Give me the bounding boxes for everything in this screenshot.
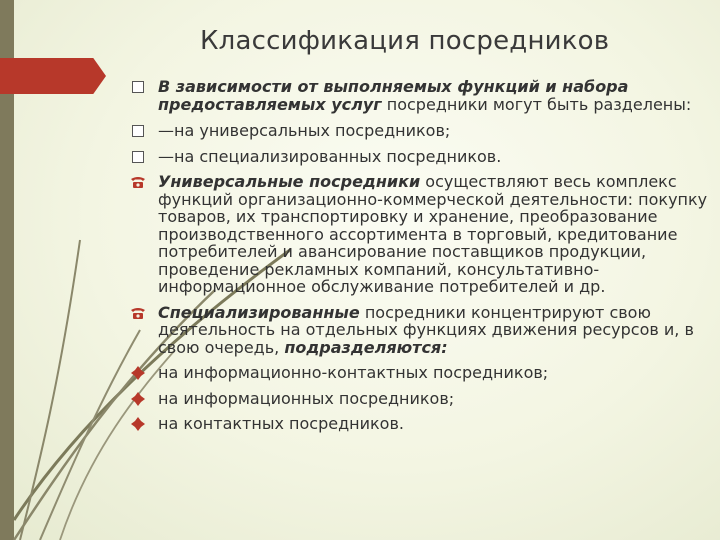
list-item	[128, 78, 713, 113]
item-lead: В зависимости от выполняемых функций и набора предоставляемых услуг	[158, 77, 629, 114]
item-text: на информационных посредников;	[158, 388, 455, 408]
box-icon	[132, 81, 144, 93]
item-text: на информационно-контактных посредников;	[158, 363, 549, 382]
item-text: посредники концентрируют свою деятельность на отдельных функциях движения ресурсов и, в свою очередь,	[158, 302, 694, 357]
phone-icon	[130, 174, 146, 190]
item-lead: Универсальные посредники	[158, 172, 421, 191]
box-icon	[132, 151, 144, 163]
list-item	[128, 364, 713, 382]
item-lead: Специализированные	[158, 302, 360, 322]
diamond-icon	[130, 365, 146, 381]
list-item	[128, 173, 713, 296]
list-item	[128, 122, 713, 140]
phone-icon	[130, 305, 146, 321]
box-icon	[132, 125, 144, 137]
list-item	[128, 390, 713, 408]
item-text: на контактных посредников.	[158, 414, 404, 433]
item-text: осуществляют весь комплекс функций организационно-коммерческой деятельности: покупку товаров, их транспортировку и хранение, преобразование производственного ассортимента в торговый, кредитование потребителей и авансирование поставщиков продукции, проведение рекламных компаний, консультативно-информационное обслуживание потребителей и др.	[158, 172, 708, 296]
page-title: Классификация посредников	[200, 26, 610, 56]
item-text: —на специализированных посредников.	[158, 146, 502, 166]
item-tail: подразделяются:	[284, 337, 448, 357]
item-text: —на универсальных посредников;	[158, 121, 451, 140]
diamond-icon	[130, 391, 146, 407]
diamond-icon	[130, 416, 146, 432]
item-text: посредники могут быть разделены:	[381, 94, 692, 114]
list-item	[128, 304, 713, 357]
bullet-list	[128, 78, 713, 441]
list-item	[128, 415, 713, 433]
list-item	[128, 148, 713, 166]
